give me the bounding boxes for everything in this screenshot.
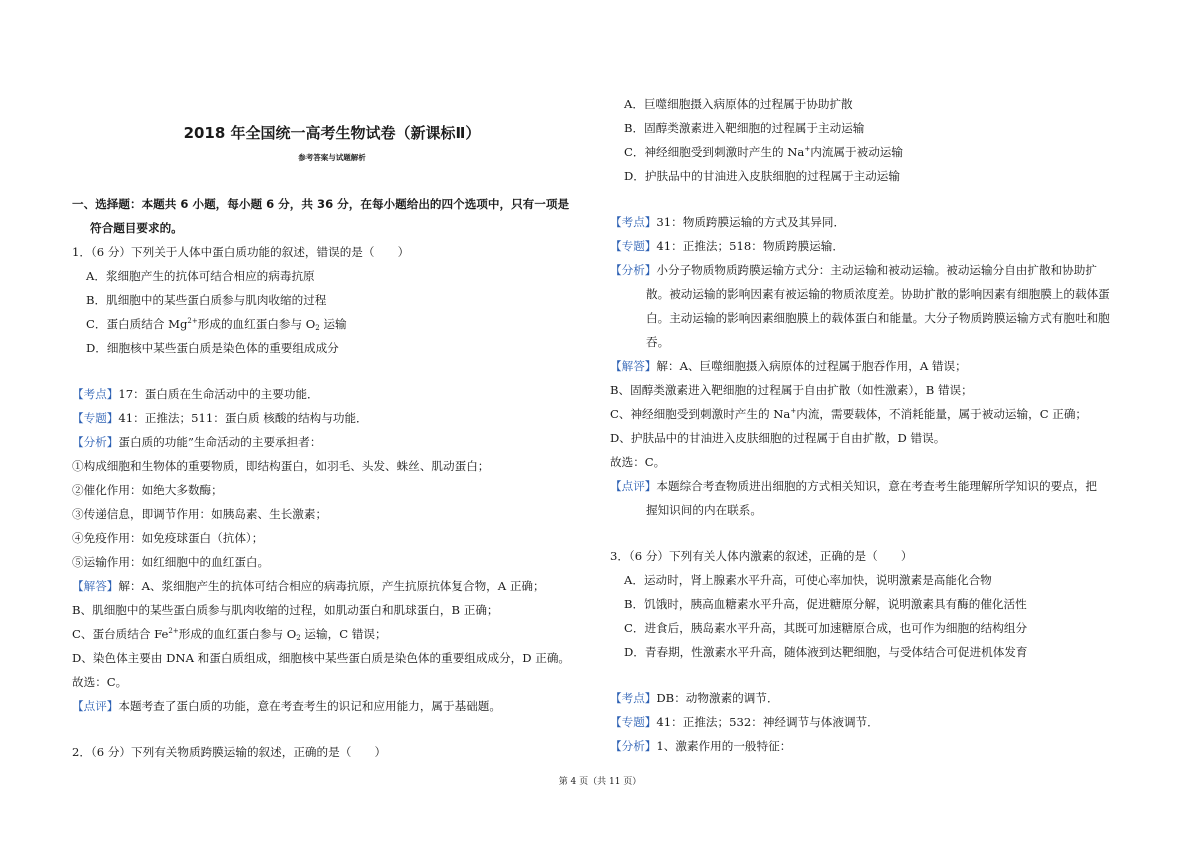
option-d: D．细胞核中某些蛋白质是染色体的重要组成成分 — [86, 341, 339, 355]
option-d: D．青春期，性激素水平升高，随体液到达靶细胞，与受体结合可促进机体发育 — [624, 645, 1028, 659]
analysis-item: ⑤运输作用：如红细胞中的血红蛋白。 — [72, 555, 270, 569]
question-3: 3．（6 分）下列有关人体内激素的叙述，正确的是（ ） — [610, 549, 913, 563]
analysis-item: ②催化作用：如绝大多数酶； — [72, 483, 223, 497]
option-c: C．蛋白质结合 $Mg^{2+}$形成的血红蛋白参与 $O_2$ 运输 — [86, 317, 347, 332]
fenxi-line: 【分析】1、激素作用的一般特征： — [610, 739, 792, 753]
jieda-line: 【解答】解：A、巨噬细胞摄入病原体的过程属于胞吞作用，A 错误； — [610, 359, 967, 373]
option-a: A．浆细胞产生的抗体可结合相应的病毒抗原 — [86, 269, 315, 283]
section-heading-cont: 符合题目要求的。 — [90, 221, 183, 235]
option-a: A．巨噬细胞摄入病原体的过程属于协助扩散 — [624, 97, 853, 111]
answer-choice: 故选：C。 — [610, 455, 666, 469]
dianping-tag: 【点评】 — [610, 479, 657, 493]
fenxi-line: 【分析】蛋白质的功能”生命活动的主要承担者： — [72, 435, 322, 449]
kaodian-tag: 【考点】 — [610, 215, 657, 229]
section-heading: 一、选择题：本题共 6 小题，每小题 6 分，共 36 分，在每小题给出的四个选项中，只有一项是 — [72, 197, 570, 211]
answer-line: D、染色体主要由 DNA 和蛋白质组成，细胞核中某些蛋白质是染色体的重要组成成分，D 正确。 — [72, 651, 571, 665]
analysis-cont: 吞。 — [646, 335, 670, 349]
zhuanti-line: 【专题】41：正推法；518：物质跨膜运输． — [610, 239, 844, 253]
page-footer: 第 4 页（共 11 页） — [558, 777, 642, 787]
jieda-tag: 【解答】 — [72, 579, 119, 593]
dianping-line: 【点评】本题考查了蛋白质的功能，意在考查考生的识记和应用能力，属于基础题。 — [72, 699, 501, 713]
fenxi-line: 【分析】小分子物质物质跨膜运输方式分：主动运输和被动运输。被动运输分自由扩散和协助扩 — [610, 263, 1097, 277]
zhuanti-line: 【专题】41：正推法；511：蛋白质 核酸的结构与功能． — [72, 411, 368, 425]
kaodian-line: 【考点】DB：动物激素的调节． — [610, 691, 779, 705]
kaodian-line: 【考点】17：蛋白质在生命活动中的主要功能． — [72, 387, 319, 401]
option-b: B．肌细胞中的某些蛋白质参与肌肉收缩的过程 — [86, 293, 327, 307]
dianping-tag: 【点评】 — [72, 699, 119, 713]
kaodian-tag: 【考点】 — [610, 691, 657, 705]
analysis-cont: 白。主动运输的影响因素细胞膜上的载体蛋白和能量。大分子物质跨膜运输方式有胞吐和胞 — [646, 311, 1110, 325]
answer-line: B、肌细胞中的某些蛋白质参与肌肉收缩的过程，如肌动蛋白和肌球蛋白，B 正确； — [72, 603, 499, 617]
question-2: 2．（6 分）下列有关物质跨膜运输的叙述，正确的是（ ） — [72, 745, 387, 759]
page-subtitle: 参考答案与试题解析 — [298, 153, 366, 162]
jieda-tag: 【解答】 — [610, 359, 657, 373]
kaodian-tag: 【考点】 — [72, 387, 119, 401]
zhuanti-tag: 【专题】 — [610, 239, 657, 253]
page-title: 2018 年全国统一高考生物试卷（新课标Ⅱ） — [183, 124, 481, 142]
dianping-line: 【点评】本题综合考查物质进出细胞的方式相关知识，意在考查考生能理解所学知识的要点，把 — [610, 479, 1097, 493]
zhuanti-tag: 【专题】 — [72, 411, 119, 425]
option-b: B．饥饿时，胰高血糖素水平升高，促进糖原分解，说明激素具有酶的催化活性 — [624, 597, 1027, 611]
option-d: D．护肤品中的甘油进入皮肤细胞的过程属于主动运输 — [624, 169, 900, 183]
option-a: A．运动时，肾上腺素水平升高，可使心率加快，说明激素是高能化合物 — [624, 573, 992, 587]
fenxi-tag: 【分析】 — [72, 435, 119, 449]
analysis-item: ③传递信息，即调节作用：如胰岛素、生长激素； — [72, 507, 328, 521]
kaodian-line: 【考点】31：物质跨膜运输的方式及其异同． — [610, 215, 846, 229]
jieda-line: 【解答】解：A、浆细胞产生的抗体可结合相应的病毒抗原，产生抗原抗体复合物，A 正确； — [72, 579, 545, 593]
analysis-item: ①构成细胞和生物体的重要物质，即结构蛋白，如羽毛、头发、蛛丝、肌动蛋白； — [72, 459, 490, 473]
answer-line: C、蛋台质结合 $Fe^{2+}$形成的血红蛋白参与 $O_2$ 运输，C 错误； — [72, 627, 387, 642]
question-1: 1．（6 分）下列关于人体中蛋白质功能的叙述，错误的是（ ） — [72, 245, 410, 259]
answer-line: D、护肤品中的甘油进入皮肤细胞的过程属于自由扩散，D 错误。 — [610, 431, 946, 445]
zhuanti-line: 【专题】41：正推法；532：神经调节与体液调节． — [610, 715, 879, 729]
option-c: C．神经细胞受到刺激时产生的 Na+内流属于被动运输 — [624, 145, 903, 159]
analysis-item: ④免疫作用：如免疫球蛋白（抗体）； — [72, 531, 264, 545]
answer-choice: 故选：C。 — [72, 675, 128, 689]
dianping-cont: 握知识间的内在联系。 — [646, 503, 762, 517]
fenxi-tag: 【分析】 — [610, 739, 657, 753]
analysis-cont: 散。被动运输的影响因素有被运输的物质浓度差。协助扩散的影响因素有细胞膜上的载体蛋 — [646, 287, 1110, 301]
zhuanti-tag: 【专题】 — [610, 715, 657, 729]
option-c: C．进食后，胰岛素水平升高，其既可加速糖原合成，也可作为细胞的结构组分 — [624, 621, 1028, 635]
answer-line: B、固醇类激素进入靶细胞的过程属于自由扩散（如性激素），B 错误； — [610, 383, 973, 397]
answer-line: C、神经细胞受到刺激时产生的 Na+内流，需要载体，不消耗能量，属于被动运输，C 正确； — [610, 407, 1088, 421]
option-b: B．固醇类激素进入靶细胞的过程属于主动运输 — [624, 121, 865, 135]
fenxi-tag: 【分析】 — [610, 263, 657, 277]
